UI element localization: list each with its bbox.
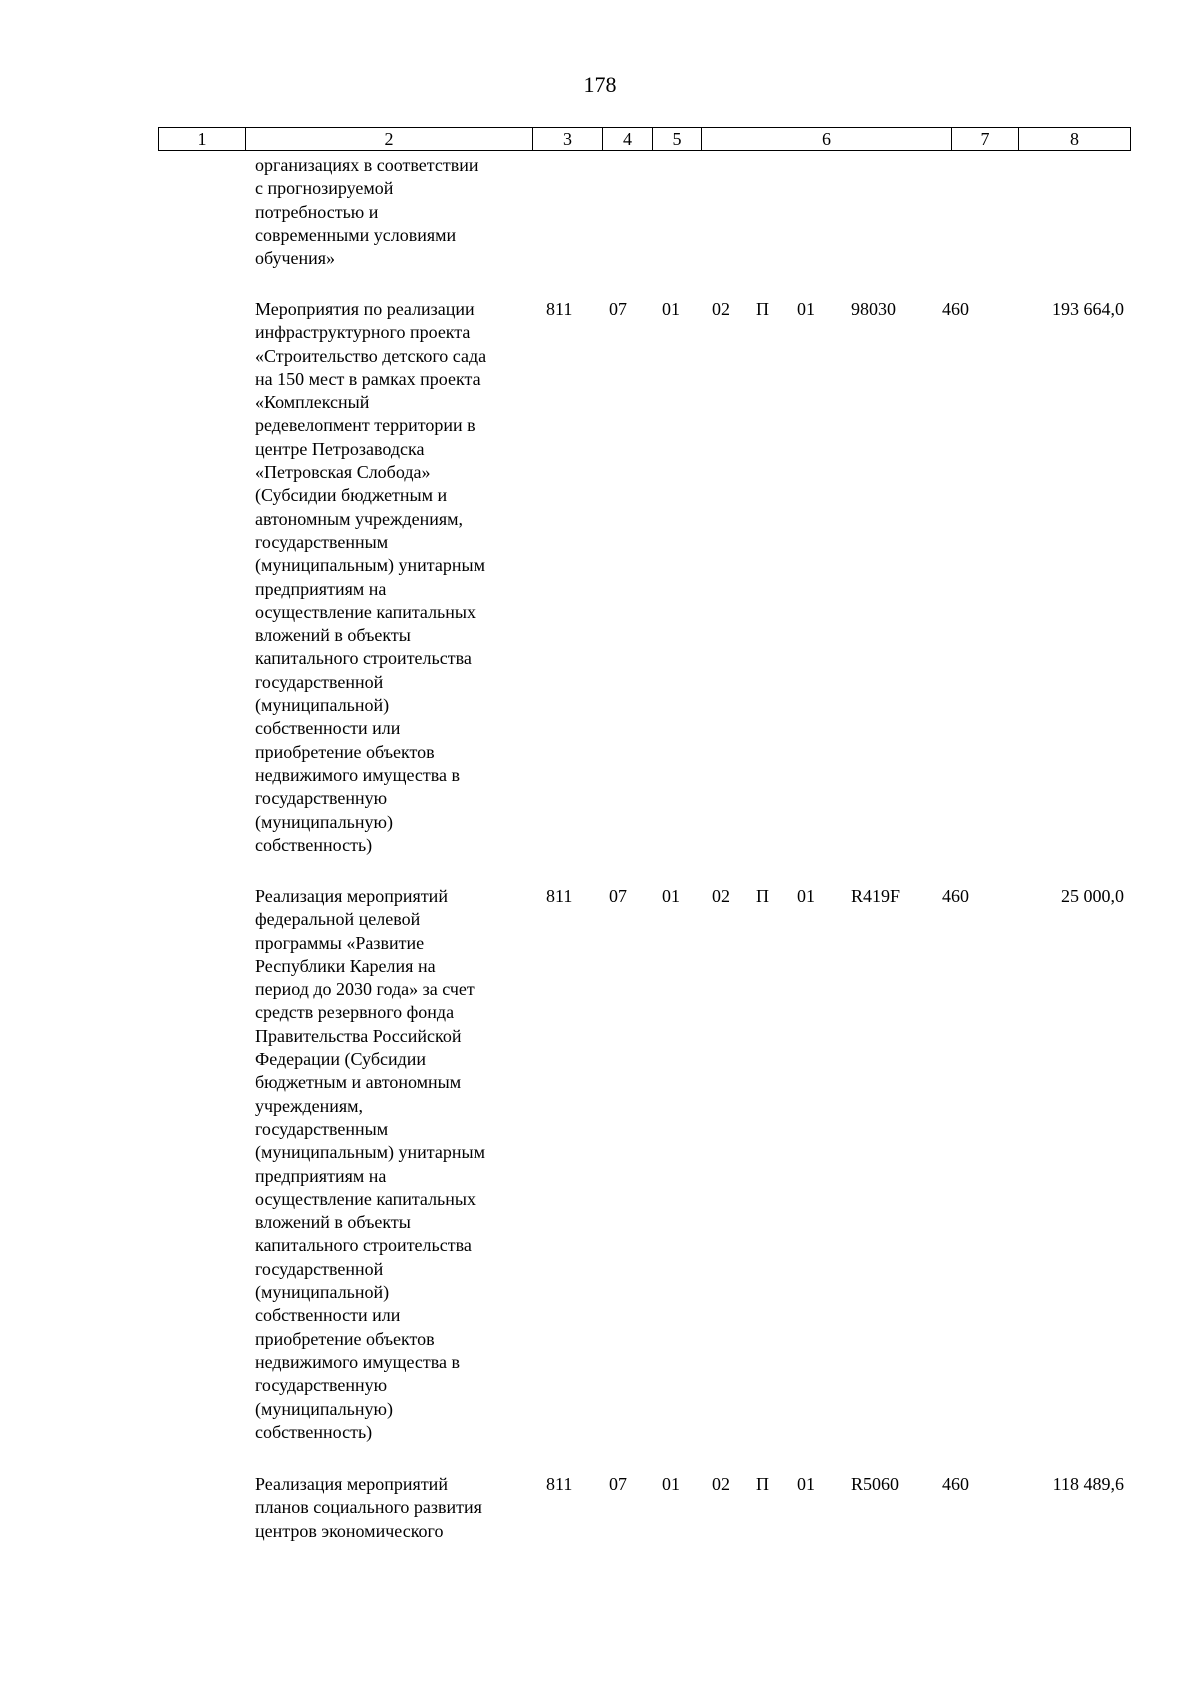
cell-target-code-direction: 98030 — [851, 299, 896, 319]
description-line: Мероприятия по реализации — [255, 299, 475, 319]
cell-section: 07 — [609, 1474, 627, 1494]
row-description — [255, 298, 530, 857]
cell-grbs: 811 — [546, 1474, 573, 1494]
description-line: государственной — [255, 1258, 384, 1279]
description-line: на 150 мест в рамках проекта — [255, 368, 481, 389]
description-line: (муниципальным) унитарным — [255, 555, 485, 576]
description-line: обучения» — [255, 248, 336, 269]
description-line: период до 2030 года» за счет — [255, 979, 475, 1000]
description-line: (муниципальную) — [255, 1398, 393, 1419]
cell-section: 07 — [609, 886, 627, 906]
description-line: приобретение объектов — [255, 1328, 435, 1349]
column-header: 3 — [533, 128, 603, 151]
description-line: Реализация мероприятий — [255, 1474, 448, 1494]
cell-target-code-program: 02 — [712, 1474, 730, 1494]
description-line: приобретение объектов — [255, 741, 435, 762]
description-line: Реализация мероприятий — [255, 886, 448, 906]
description-line: вложений в объекты — [255, 1212, 411, 1233]
description-line: современными условиями — [255, 224, 457, 245]
description-line: недвижимого имущества в — [255, 1351, 460, 1372]
description-line: инфраструктурного проекта — [255, 322, 471, 343]
description-line: Республики Карелия на — [255, 955, 436, 976]
description-line: капитального строительства — [255, 648, 472, 669]
description-line: бюджетным и автономным — [255, 1072, 462, 1093]
description-line: программы «Развитие — [255, 932, 425, 953]
description-line: государственным — [255, 1118, 389, 1139]
cell-expense-type: 460 — [942, 299, 969, 319]
cell-target-code-event: 01 — [797, 1474, 815, 1494]
cell-grbs: 811 — [546, 299, 573, 319]
column-header: 2 — [246, 128, 533, 151]
description-line: «Комплексный — [255, 392, 370, 413]
cell-target-code-direction: R419F — [851, 886, 901, 906]
cell-expense-type: 460 — [942, 886, 969, 906]
description-line: «Петровская Слобода» — [255, 462, 431, 483]
cell-subsection: 01 — [662, 299, 680, 319]
description-line: автономным учреждениям, — [255, 508, 464, 529]
cell-amount: 25 000,0 — [1061, 886, 1124, 906]
description-line: собственности или — [255, 1305, 401, 1326]
description-line: государственную — [255, 788, 388, 809]
description-line: центров экономического — [255, 1520, 444, 1541]
cell-subsection: 01 — [662, 886, 680, 906]
cell-target-code-event: 01 — [797, 299, 815, 319]
description-line: средств резервного фонда — [255, 1002, 455, 1023]
description-line: (муниципальным) унитарным — [255, 1142, 485, 1163]
description-line: вложений в объекты — [255, 625, 411, 646]
description-line: предприятиям на — [255, 1165, 387, 1186]
cell-target-code-program: 02 — [712, 886, 730, 906]
column-header-table — [158, 127, 1131, 151]
description-line: государственным — [255, 531, 389, 552]
cell-section: 07 — [609, 299, 627, 319]
cell-amount: 118 489,6 — [1052, 1474, 1124, 1494]
column-header: 7 — [952, 128, 1019, 151]
cell-target-code-type: П — [756, 886, 769, 906]
description-line: (муниципальной) — [255, 1282, 390, 1303]
column-header: 5 — [653, 128, 702, 151]
description-line: осуществление капитальных — [255, 1188, 476, 1209]
description-line: собственность) — [255, 834, 373, 855]
description-line: государственной — [255, 671, 384, 692]
description-line: планов социального развития — [255, 1497, 482, 1518]
description-line: капитального строительства — [255, 1235, 472, 1256]
cell-subsection: 01 — [662, 1474, 680, 1494]
cell-target-code-event: 01 — [797, 886, 815, 906]
cell-expense-type: 460 — [942, 1474, 969, 1494]
description-line: федеральной целевой — [255, 909, 421, 930]
description-line: центре Петрозаводска — [255, 438, 425, 459]
description-line: (муниципальной) — [255, 695, 390, 716]
description-line: предприятиям на — [255, 578, 387, 599]
column-header: 6 — [702, 128, 952, 151]
description-line: осуществление капитальных — [255, 601, 476, 622]
description-line: (муниципальную) — [255, 811, 393, 832]
continued-description — [255, 154, 530, 270]
column-header: 4 — [603, 128, 653, 151]
cell-amount: 193 664,0 — [1052, 299, 1124, 319]
row-description — [255, 1473, 530, 1543]
cell-target-code-type: П — [756, 299, 769, 319]
description-line: потребностью и — [255, 201, 379, 222]
row-description — [255, 885, 530, 1444]
description-line: организациях в соответствии — [255, 155, 479, 175]
description-line: собственность) — [255, 1421, 373, 1442]
cell-grbs: 811 — [546, 886, 573, 906]
column-header: 1 — [159, 128, 246, 151]
cell-target-code-program: 02 — [712, 299, 730, 319]
description-line: государственную — [255, 1375, 388, 1396]
page-number: 178 — [583, 72, 617, 97]
description-line: «Строительство детского сада — [255, 345, 487, 366]
description-line: (Субсидии бюджетным и — [255, 485, 448, 506]
column-header: 8 — [1019, 128, 1131, 151]
description-line: с прогнозируемой — [255, 178, 394, 199]
cell-target-code-type: П — [756, 1474, 769, 1494]
description-line: редевелопмент территории в — [255, 415, 476, 436]
description-line: Правительства Российской — [255, 1025, 462, 1046]
cell-target-code-direction: R5060 — [851, 1474, 900, 1494]
description-line: Федерации (Субсидии — [255, 1049, 427, 1070]
description-line: недвижимого имущества в — [255, 764, 460, 785]
description-line: учреждениям, — [255, 1095, 364, 1116]
description-line: собственности или — [255, 718, 401, 739]
